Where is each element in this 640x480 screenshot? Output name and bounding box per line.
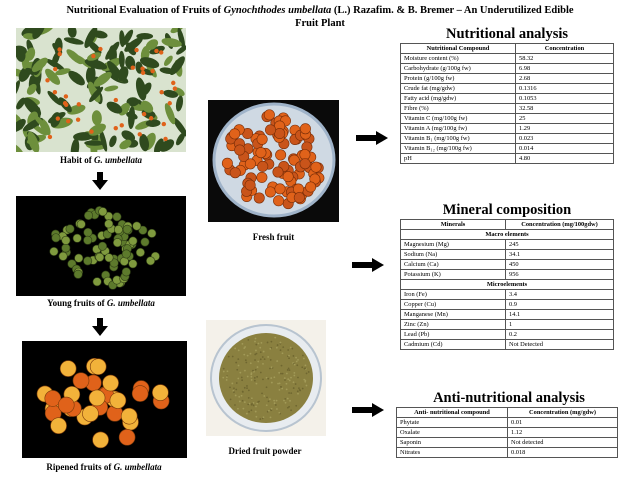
table-header-row	[397, 408, 618, 418]
row-value: 4.80	[516, 154, 614, 164]
macro-label: Macro elements	[401, 230, 614, 240]
table-row	[401, 74, 614, 84]
table-header: Minerals	[401, 220, 506, 230]
row-label: Copper (Cu)	[401, 300, 506, 310]
table-header-row	[401, 44, 614, 54]
habit-photo	[16, 28, 186, 152]
table-header: Anti- nutritional compound	[397, 408, 508, 418]
row-value: 32.58	[516, 104, 614, 114]
right-arrow-icon	[356, 131, 388, 145]
row-label: Cadmium (Cd)	[401, 340, 506, 350]
row-value: 58.32	[516, 54, 614, 64]
table-row	[401, 54, 614, 64]
nutritional-title: Nutritional analysis	[445, 26, 569, 42]
nutritional-table	[400, 43, 614, 164]
ripened-fruit-illustration	[22, 341, 187, 458]
row-label: Sodium (Na)	[401, 250, 506, 260]
fresh-fruit-illustration	[208, 100, 339, 222]
row-label: Fibre (%)	[401, 104, 516, 114]
row-label: Carbohydrate (g/100g fw)	[401, 64, 516, 74]
row-value: 0.1053	[516, 94, 614, 104]
antinutritional-title: Anti-nutritional analysis	[433, 390, 585, 406]
table-subheader-row	[401, 280, 614, 290]
ripened-fruit-photo	[22, 341, 187, 458]
young-caption: Young fruits of G. umbellata	[47, 298, 155, 308]
row-value: 0.9	[506, 300, 614, 310]
habit-caption: Habit of G. umbellata	[59, 155, 143, 165]
table-row	[397, 438, 618, 448]
table-subheader-row	[401, 230, 614, 240]
young-fruit-photo	[16, 196, 186, 296]
row-label: Iron (Fe)	[401, 290, 506, 300]
title-suffix: (L.) Razafim. & B. Bremer – An Underutilized Edible	[331, 5, 574, 16]
mineral-title: Mineral composition	[442, 202, 572, 218]
row-value: 3.4	[506, 290, 614, 300]
row-label: Potassium (K)	[401, 270, 506, 280]
row-value: 25	[516, 114, 614, 124]
row-label: Fatty acid (mg/gdw)	[401, 94, 516, 104]
table-row	[401, 114, 614, 124]
down-arrow-icon	[92, 172, 108, 190]
table-row	[397, 418, 618, 428]
row-label: Nitrates	[397, 448, 508, 458]
row-label: Vitamin A (mg/100g fw)	[401, 124, 516, 134]
table-row	[401, 270, 614, 280]
antinutritional-table	[396, 407, 618, 458]
row-label: Crude fat (mg/gdw)	[401, 84, 516, 94]
table-row	[401, 290, 614, 300]
row-label: Saponin	[397, 438, 508, 448]
row-value: 1	[506, 320, 614, 330]
row-label: Calcium (Ca)	[401, 260, 506, 270]
table-row	[401, 250, 614, 260]
table-header: Concentration	[516, 44, 614, 54]
row-label: Vitamin B₁₂ (mg/100g fw)	[401, 144, 516, 154]
table-header: Nutritional Compound	[401, 44, 516, 54]
row-value: 1.12	[508, 428, 618, 438]
row-value: 450	[506, 260, 614, 270]
table-row	[397, 448, 618, 458]
table-row	[401, 144, 614, 154]
table-row	[401, 134, 614, 144]
row-value: 0.023	[516, 134, 614, 144]
right-arrow-icon	[352, 258, 384, 272]
table-header: Concentration (mg/100gdw)	[506, 220, 614, 230]
table-row	[401, 320, 614, 330]
dried-powder-photo	[206, 320, 326, 436]
table-row	[401, 154, 614, 164]
young-fruit-illustration	[16, 196, 186, 296]
table-header-row	[401, 220, 614, 230]
row-label: Magnesium (Mg)	[401, 240, 506, 250]
row-value: 14.1	[506, 310, 614, 320]
dried-powder-illustration	[206, 320, 326, 436]
row-value: Not Detected	[506, 340, 614, 350]
row-value: 0.1316	[516, 84, 614, 94]
row-label: Vitamin C (mg/100g fw)	[401, 114, 516, 124]
row-label: Moisture content (%)	[401, 54, 516, 64]
fresh-fruit-photo	[208, 100, 339, 222]
title-line-1	[8, 4, 632, 17]
down-arrow-icon	[92, 318, 108, 336]
row-label: Protein (g/100g fw)	[401, 74, 516, 84]
row-label: Lead (Pb)	[401, 330, 506, 340]
table-header: Concentration (mg/gdw)	[508, 408, 618, 418]
habit-illustration	[16, 28, 186, 152]
table-row	[401, 240, 614, 250]
row-value: 0.2	[506, 330, 614, 340]
mineral-table	[400, 219, 614, 350]
row-label: Oxalate	[397, 428, 508, 438]
table-row	[401, 310, 614, 320]
table-row	[401, 64, 614, 74]
row-value: Not detected	[508, 438, 618, 448]
title-prefix: Nutritional Evaluation of Fruits of	[66, 5, 224, 16]
table-row	[401, 330, 614, 340]
dried-caption: Dried fruit powder	[228, 446, 302, 456]
title-line-2: Fruit Plant	[295, 18, 345, 29]
table-row	[401, 340, 614, 350]
row-label: Vitamin B₁ (mg/100g fw)	[401, 134, 516, 144]
ripened-caption: Ripened fruits of G. umbellata	[46, 462, 162, 472]
table-row	[401, 260, 614, 270]
row-value: 34.1	[506, 250, 614, 260]
micro-label: Microelements	[401, 280, 614, 290]
table-row	[401, 84, 614, 94]
row-value: 245	[506, 240, 614, 250]
table-row	[401, 104, 614, 114]
row-label: Phytate	[397, 418, 508, 428]
table-row	[401, 124, 614, 134]
row-value: 6.98	[516, 64, 614, 74]
fresh-caption: Fresh fruit	[252, 232, 295, 242]
row-label: Manganese (Mn)	[401, 310, 506, 320]
row-value: 0.01	[508, 418, 618, 428]
table-row	[397, 428, 618, 438]
row-value: 0.018	[508, 448, 618, 458]
row-value: 2.68	[516, 74, 614, 84]
table-row	[401, 94, 614, 104]
row-value: 1.29	[516, 124, 614, 134]
row-value: 0.014	[516, 144, 614, 154]
row-label: pH	[401, 154, 516, 164]
table-row	[401, 300, 614, 310]
right-arrow-icon	[352, 403, 384, 417]
row-label: Zinc (Zn)	[401, 320, 506, 330]
row-value: 956	[506, 270, 614, 280]
title-species: Gynochthodes umbellata	[223, 5, 332, 16]
